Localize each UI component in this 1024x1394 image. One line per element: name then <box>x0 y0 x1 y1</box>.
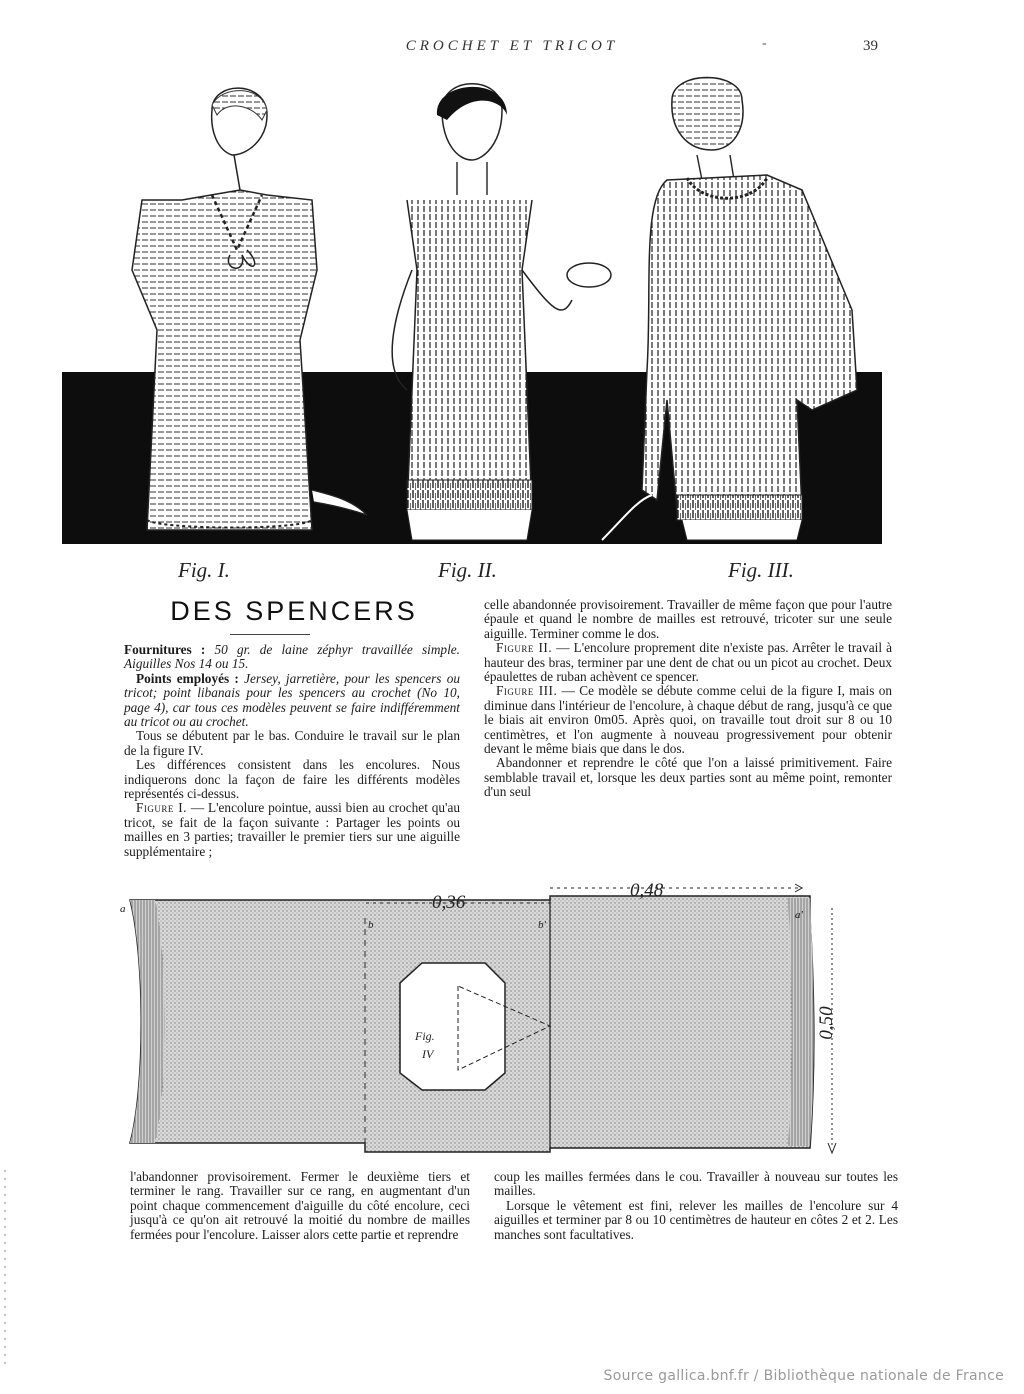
right-ribbing <box>788 898 814 1146</box>
fig-iv-number: IV <box>422 1047 434 1061</box>
column-3 <box>130 1170 470 1242</box>
fig3-label: Figure III. <box>496 683 558 699</box>
scan-edge-mark <box>0 1170 10 1370</box>
label-a-prime: a' <box>795 909 803 921</box>
fig-iv-label: Fig. <box>415 1029 435 1043</box>
running-title: CROCHET ET TRICOT <box>405 38 619 54</box>
neck-octagon <box>400 963 505 1090</box>
fig2-text: — L'encolure proprement dite n'existe pas. Arrêter le travail à hauteur des bras, terminer par une dent de chat ou un picot au crochet. Deux épaulettes de ruban achèvent ce spencer. <box>484 640 892 685</box>
left-ribbing <box>130 900 165 1143</box>
dim-left-label: 0,36 <box>432 892 466 913</box>
caption-fig-3: Fig. III. <box>728 558 794 582</box>
points-text: Jersey, jarretière, pour les spencers ou tricot; point libanais pour les spencers au crochet (No 10, page 4), car tous ces modèles peuvent se faire indifféremment au tricot ou au crochet. <box>124 670 460 730</box>
dim-right-label: 0,48 <box>630 880 664 901</box>
title-rule <box>230 634 310 635</box>
column-4 <box>494 1170 898 1242</box>
fig1-label: Figure I. <box>136 800 187 816</box>
column-2 <box>484 598 892 800</box>
pattern-diagram-fig-4 <box>110 878 850 1168</box>
fournitures-text: 50 gr. de laine zéphyr travaillée simple. Aiguilles Nos 14 ou 15. <box>124 642 460 672</box>
label-b-prime: b' <box>538 919 546 931</box>
fig1-text: — L'encolure pointue, aussi bien au crochet qu'au tricot, se fait de la façon suivante : Partager les points ou mailles en 3 parties; travailler le premier tiers sur une aiguille supplémentaire ; <box>124 800 460 859</box>
col2-paragraph-1: celle abandonnée provisoirement. Travailler de même façon que pour l'autre épaule et quand le nombre de mailles est retrouvé, tricoter sur une seule aiguille. Terminer comme le dos. <box>484 597 892 641</box>
caption-fig-2: Fig. II. <box>438 558 497 582</box>
col3-paragraph-1: l'abandonner provisoirement. Fermer le deuxième tiers et terminer le rang. Travailler sur ce rang, en augmentant d'un point chaque commencement d'aiguille du côté encolure, ceci jusqu'à ce qu'on ait retrouvé la moitié du nombre de mailles fermées pour l'encolure. Laisser alors cette partie et reprendre <box>130 1169 470 1242</box>
fig3-text: — Ce modèle se débute comme celui de la figure I, mais on diminue dans l'intérieur de l'encolure, à chaque début de rang, jusqu'à ce que le biais ait environ 0m05. Après quoi, on travaille tout droit sur 8 ou 10 centimètres, et l'on augmente à nouveau progressivement pour obtenir devant le même biais que dans le dos. <box>484 683 893 757</box>
dim-height-label: 0,50 <box>816 1006 837 1040</box>
paragraph-1: Tous se débutent par le bas. Conduire le travail sur le plan de la figure IV. <box>124 728 460 758</box>
header-dash: - <box>762 36 767 51</box>
points-label: Points employés : <box>136 670 239 686</box>
illustration-spencers <box>62 70 882 555</box>
col4-paragraph-1: coup les mailles fermées dans le cou. Travailler à nouveau sur toutes les mailles. <box>494 1169 898 1199</box>
paragraph-2: Les différences consistent dans les encolures. Nous indiquerons donc la façon de faire les différents modèles représentés ci-dessus. <box>124 757 460 802</box>
col4-paragraph-2: Lorsque le vêtement est fini, relever les mailles de l'encolure sur 4 aiguilles et terminer par 8 ou 10 centimètres de hauteur en côtes 2 et 2. Les manches sont facultatives. <box>494 1197 898 1242</box>
label-b: b <box>368 919 374 931</box>
label-a: a <box>120 903 126 915</box>
caption-fig-1: Fig. I. <box>178 558 230 582</box>
source-credit: Source gallica.bnf.fr / Bibliothèque nationale de France <box>603 1368 1004 1384</box>
column-1 <box>124 643 460 859</box>
fournitures-label: Fournitures : <box>124 642 206 657</box>
col2-paragraph-2: Abandonner et reprendre le côté que l'on a laissé primitivement. Faire semblable travail et, lorsque les deux parties sont au même point, remonter d'un seul <box>484 755 892 800</box>
article-title: DES SPENCERS <box>170 596 418 626</box>
page-number: 39 <box>863 38 878 54</box>
fig2-label: Figure II. <box>496 640 553 656</box>
